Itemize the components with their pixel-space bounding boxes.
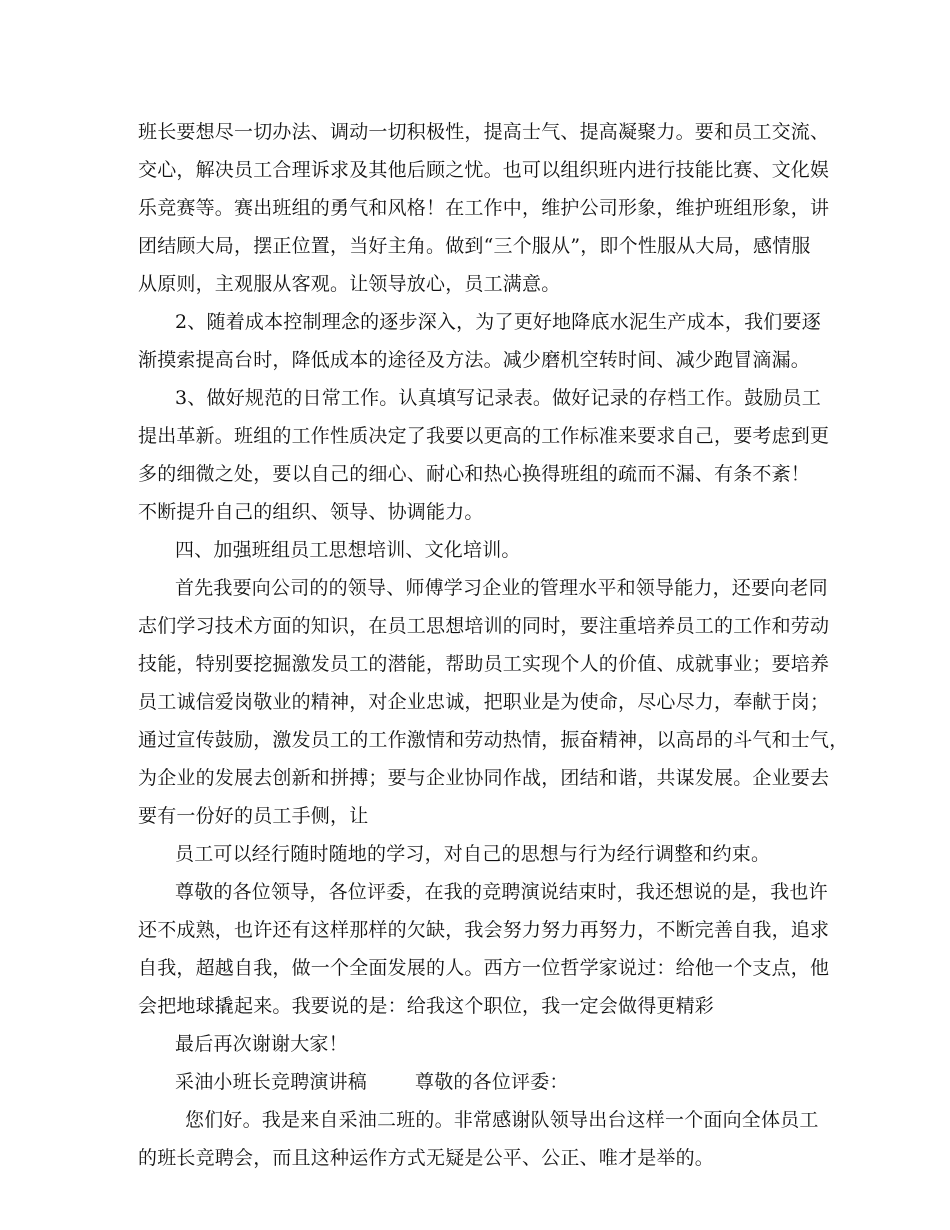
section-heading: 四、加强班组员工思想培训、文化培训。 <box>175 539 521 561</box>
text-line: 志们学习技术方面的知识，在员工思想培训的同时，要注重培养员工的工作和劳动 <box>138 615 830 637</box>
title-line <box>175 1070 865 1094</box>
text-line: 会把地球撬起来。我要说的是：给我这个职位，我一定会做得更精彩 <box>138 995 715 1017</box>
text-line: 还不成熟，也许还有这样那样的欠缺，我会努力努力再努力，不断完善自我，追求 <box>138 919 830 941</box>
text-line: 2、随着成本控制理念的逐步深入，为了更好地降底水泥生产成本，我们要逐 <box>175 311 821 333</box>
text-line: 不断提升自己的组织、领导、协调能力。 <box>138 501 484 523</box>
text-line: 您们好。我是来自采油二班的。非常感谢队领导出台这样一个面向全体员工 <box>185 1109 819 1131</box>
text-line: 尊敬的各位领导，各位评委，在我的竞聘演说结束时，我还想说的是，我也许 <box>175 881 828 903</box>
text-line: 要有一份好的员工手侧，让 <box>138 805 369 827</box>
text-line: 的班长竞聘会，而且这种运作方式无疑是公平、公正、唯才是举的。 <box>138 1147 715 1169</box>
text-line: 从原则，主观服从客观。让领导放心，员工满意。 <box>138 273 561 295</box>
text-line: 最后再次谢谢大家！ <box>175 1033 348 1055</box>
speech-title: 采油小班长竞聘演讲稿 <box>175 1071 368 1093</box>
text-line: 多的细微之处，要以自己的细心、耐心和热心换得班组的疏而不漏、有条不紊！ <box>138 463 811 485</box>
text-line: 3、做好规范的日常工作。认真填写记录表。做好记录的存档工作。鼓励员工 <box>175 387 821 409</box>
text-line: 提出革新。班组的工作性质决定了我要以更高的工作标准来要求自己，要考虑到更 <box>138 425 830 447</box>
text-line: 为企业的发展去创新和拼搏；要与企业协同作战，团结和谐，共谋发展。企业要去 <box>138 767 830 789</box>
text-line: 团结顾大局，摆正位置，当好主角。做到“三个服从”，即个性服从大局，感情服 <box>138 235 811 257</box>
text-line: 通过宣传鼓励，激发员工的工作激情和劳动热情，振奋精神，以高昂的斗气和士气， <box>138 729 849 751</box>
text-line: 交心，解决员工合理诉求及其他后顾之忧。也可以组织班内进行技能比赛、文化娱 <box>138 159 830 181</box>
text-line: 渐摸索提高台时，降低成本的途径及方法。减少磨机空转时间、减少跑冒滴漏。 <box>138 349 811 371</box>
text-line: 自我，超越自我，做一个全面发展的人。西方一位哲学家说过：给他一个支点，他 <box>138 957 830 979</box>
text-line: 技能，特别要挖掘激发员工的潜能，帮助员工实现个人的价值、成就事业；要培养 <box>138 653 830 675</box>
text-line: 首先我要向公司的的领导、师傅学习企业的管理水平和领导能力，还要向老同 <box>175 577 828 599</box>
salutation: 尊敬的各位评委： <box>415 1071 569 1093</box>
text-line: 员工诚信爱岗敬业的精神，对企业忠诚，把职业是为使命，尽心尽力，奉献于岗； <box>138 691 830 713</box>
text-line: 班长要想尽一切办法、调动一切积极性，提高士气、提高凝聚力。要和员工交流、 <box>138 121 830 143</box>
text-line: 乐竞赛等。赛出班组的勇气和风格！在工作中，维护公司形象，维护班组形象，讲 <box>138 197 830 219</box>
text-line: 员工可以经行随时随地的学习，对自己的思想与行为经行调整和约束。 <box>175 843 771 865</box>
